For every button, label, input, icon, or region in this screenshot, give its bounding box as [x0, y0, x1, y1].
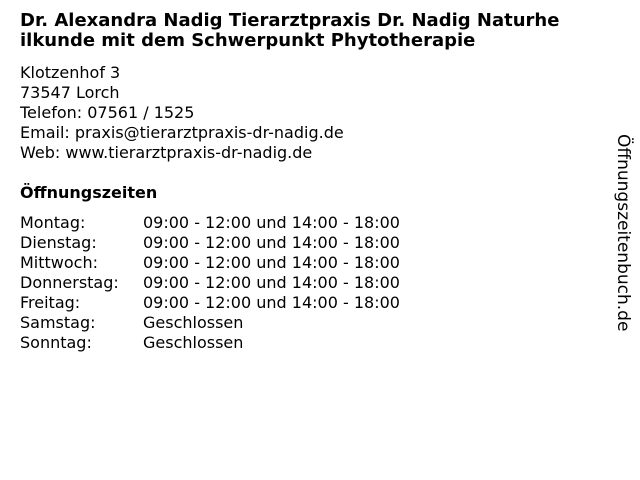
opening-hours-heading: Öffnungszeiten [20, 183, 158, 202]
page-title [20, 11, 620, 51]
hours-day: Donnerstag: [20, 273, 119, 292]
hours-time: 09:00 - 12:00 und 14:00 - 18:00 [143, 253, 400, 272]
hours-day: Mittwoch: [20, 253, 98, 272]
hours-day: Dienstag: [20, 233, 97, 252]
hours-time: 09:00 - 12:00 und 14:00 - 18:00 [143, 273, 400, 292]
hours-time: Geschlossen [143, 333, 244, 352]
email-line: Email: praxis@tierarztpraxis-dr-nadig.de [20, 123, 344, 142]
hours-day: Samstag: [20, 313, 96, 332]
page-title-line-1: Dr. Alexandra Nadig Tierarztpraxis Dr. Nadig Naturhe [20, 10, 560, 31]
hours-time: Geschlossen [143, 313, 244, 332]
address-street: Klotzenhof 3 [20, 63, 121, 82]
hours-day: Montag: [20, 213, 86, 232]
phone-line: Telefon: 07561 / 1525 [20, 103, 195, 122]
hours-time: 09:00 - 12:00 und 14:00 - 18:00 [143, 213, 400, 232]
page-title-line-2: ilkunde mit dem Schwerpunkt Phytotherapie [20, 30, 476, 51]
web-line: Web: www.tierarztpraxis-dr-nadig.de [20, 143, 313, 162]
hours-day: Freitag: [20, 293, 81, 312]
hours-time: 09:00 - 12:00 und 14:00 - 18:00 [143, 233, 400, 252]
contact-block [20, 63, 344, 163]
address-city: 73547 Lorch [20, 83, 120, 102]
hours-time: 09:00 - 12:00 und 14:00 - 18:00 [143, 293, 400, 312]
hours-day: Sonntag: [20, 333, 92, 352]
watermark: Öffnungszeitenbuch.de [613, 134, 633, 332]
